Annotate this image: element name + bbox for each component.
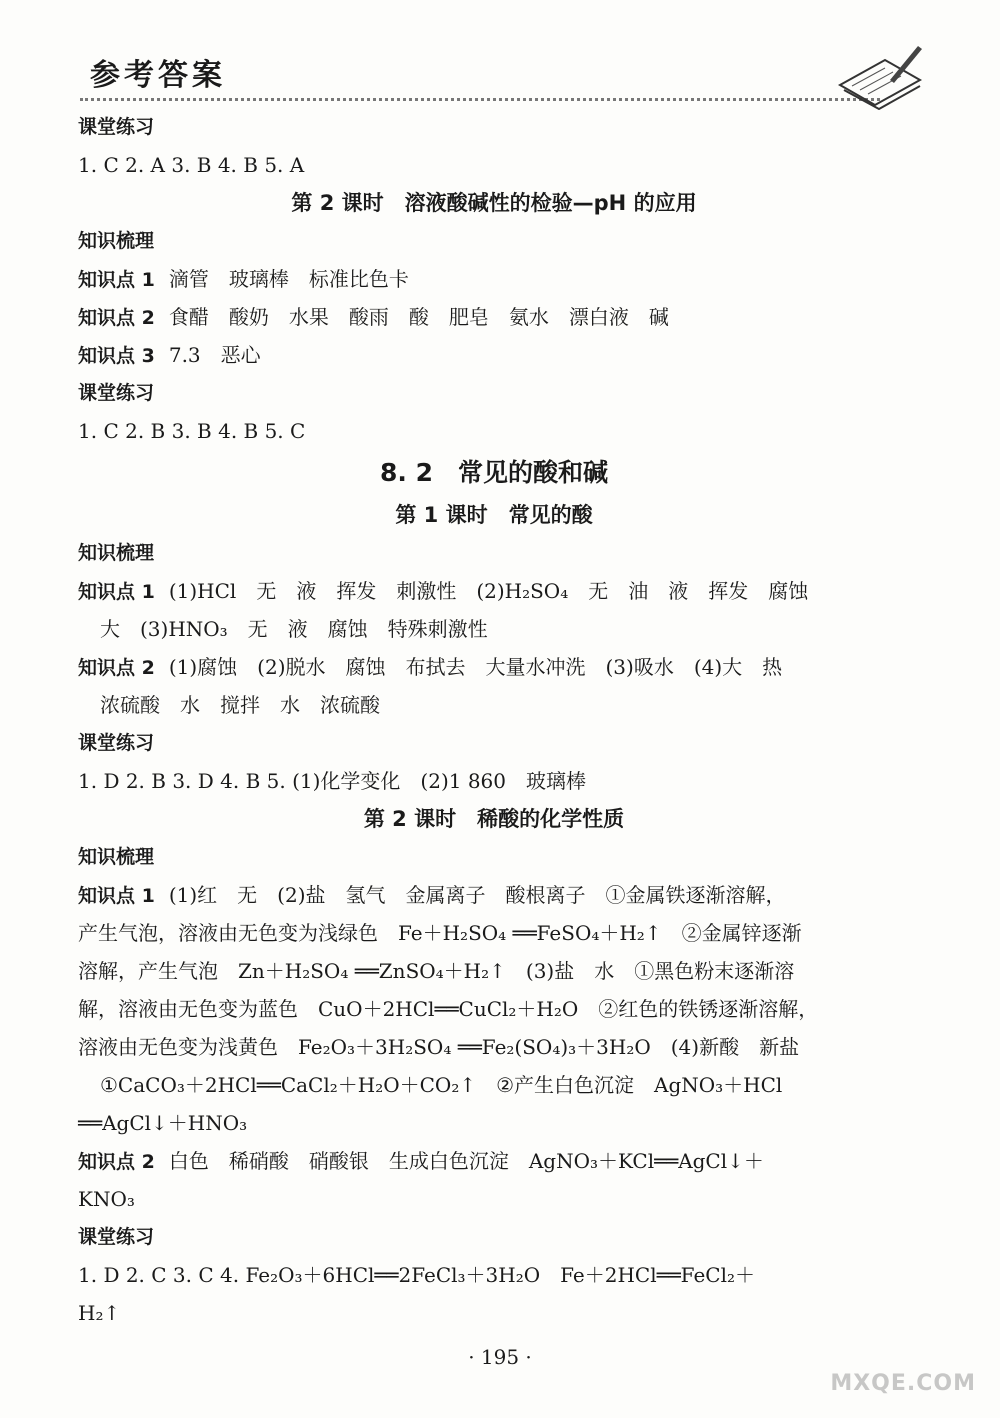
knowledge-point-label: 知识点 2 [78,1151,155,1173]
text-line [78,1294,910,1332]
line-text: KNO₃ [78,1187,135,1211]
line-text: 大 (3)HNO₃ 无 液 腐蚀 特殊刺激性 [100,617,488,641]
line-text: H₂↑ [78,1301,121,1325]
text-line [78,1028,910,1066]
text-line [78,496,910,534]
text-line [78,1066,910,1104]
line-text: ①CaCO₃＋2HCl══CaCl₂＋H₂O＋CO₂↑ ②产生白色沉淀 AgNO₃＋HCl [100,1073,783,1097]
text-line [78,1218,910,1256]
watermark-text: MXQE.COM [830,1371,976,1396]
page-number: · 195 · [468,1345,532,1369]
text-line [78,184,910,222]
line-text: 溶液由无色变为浅黄色 Fe₂O₃＋3H₂SO₄ ══Fe₂(SO₄)₃＋3H₂O (4)新酸 新盐 [78,1035,800,1059]
line-text: 1. C 2. B 3. B 4. B 5. C [78,419,306,443]
line-text: 第 2 课时 稀酸的化学性质 [363,807,625,831]
text-line [78,222,910,260]
line-text: (1)红 无 (2)盐 氢气 金属离子 酸根离子 ①金属铁逐渐溶解， [168,883,786,907]
text-line [78,534,910,572]
line-text: 8. 2 常见的酸和碱 [380,458,608,487]
header-divider [80,98,880,101]
line-text: 课堂练习 [78,732,155,754]
line-text: (1)HCl 无 液 挥发 刺激性 (2)H₂SO₄ 无 油 液 挥发 腐蚀 [168,579,809,603]
text-line [78,876,910,914]
knowledge-point-label: 知识点 1 [78,885,155,907]
page-header [60,40,930,110]
line-text: 7.3 恶心 [168,343,261,367]
text-line [78,374,910,412]
line-text: 1. D 2. B 3. D 4. B 5. (1)化学变化 (2)1 860 玻璃棒 [78,769,587,793]
text-line [78,990,910,1028]
knowledge-point-label: 知识点 2 [78,657,155,679]
text-line [78,914,910,952]
text-line [78,610,910,648]
knowledge-point-label: 知识点 1 [78,269,155,291]
line-text: 第 1 课时 常见的酸 [395,503,593,527]
text-line [78,572,910,610]
text-line [78,1104,910,1142]
text-line [78,800,910,838]
line-text: 滴管 玻璃棒 标准比色卡 [168,267,409,291]
text-line [78,1180,910,1218]
text-line [78,952,910,990]
knowledge-point-label: 知识点 3 [78,345,155,367]
line-text: 知识梳理 [78,230,155,252]
line-text: 知识梳理 [78,846,155,868]
text-line [78,450,910,496]
text-line [78,686,910,724]
line-text: 课堂练习 [78,1226,155,1248]
line-text: 1. D 2. C 3. C 4. Fe₂O₃＋6HCl══2FeCl₃＋3H₂O Fe＋2HCl══FeCl₂＋ [78,1263,756,1287]
header-title: 参考答案 [90,58,226,93]
line-text: ══AgCl↓＋HNO₃ [78,1111,248,1135]
text-line [78,838,910,876]
line-text: 溶解，产生气泡 Zn＋H₂SO₄ ══ZnSO₄＋H₂↑ (3)盐 水 ①黑色粉末逐渐溶 [78,959,795,983]
line-text: 知识梳理 [78,542,155,564]
knowledge-point-label: 知识点 1 [78,581,155,603]
notebook-pen-icon [830,40,930,110]
text-line [78,762,910,800]
line-text: 浓硫酸 水 搅拌 水 浓硫酸 [100,693,380,717]
text-line [78,108,910,146]
knowledge-point-label: 知识点 2 [78,307,155,329]
line-text: (1)腐蚀 (2)脱水 腐蚀 布拭去 大量水冲洗 (3)吸水 (4)大 热 [168,655,783,679]
answer-content [78,108,910,1332]
line-text: 白色 稀硝酸 硝酸银 生成白色沉淀 AgNO₃＋KCl══AgCl↓＋ [168,1149,764,1173]
line-text: 第 2 课时 溶液酸碱性的检验—pH 的应用 [291,191,697,215]
text-line [78,260,910,298]
line-text: 产生气泡，溶液由无色变为浅绿色 Fe＋H₂SO₄ ══FeSO₄＋H₂↑ ②金属锌逐渐 [78,921,802,945]
text-line [78,146,910,184]
line-text: 课堂练习 [78,382,155,404]
text-line [78,412,910,450]
watermark-logo [830,1328,990,1408]
text-line [78,298,910,336]
text-line [78,648,910,686]
text-line [78,1142,910,1180]
text-line [78,1256,910,1294]
text-line [78,336,910,374]
line-text: 1. C 2. A 3. B 4. B 5. A [78,153,305,177]
text-line [78,724,910,762]
line-text: 食醋 酸奶 水果 酸雨 酸 肥皂 氨水 漂白液 碱 [168,305,669,329]
line-text: 解，溶液由无色变为蓝色 CuO＋2HCl══CuCl₂＋H₂O ②红色的铁锈逐渐溶解， [78,997,819,1021]
line-text: 课堂练习 [78,116,155,138]
